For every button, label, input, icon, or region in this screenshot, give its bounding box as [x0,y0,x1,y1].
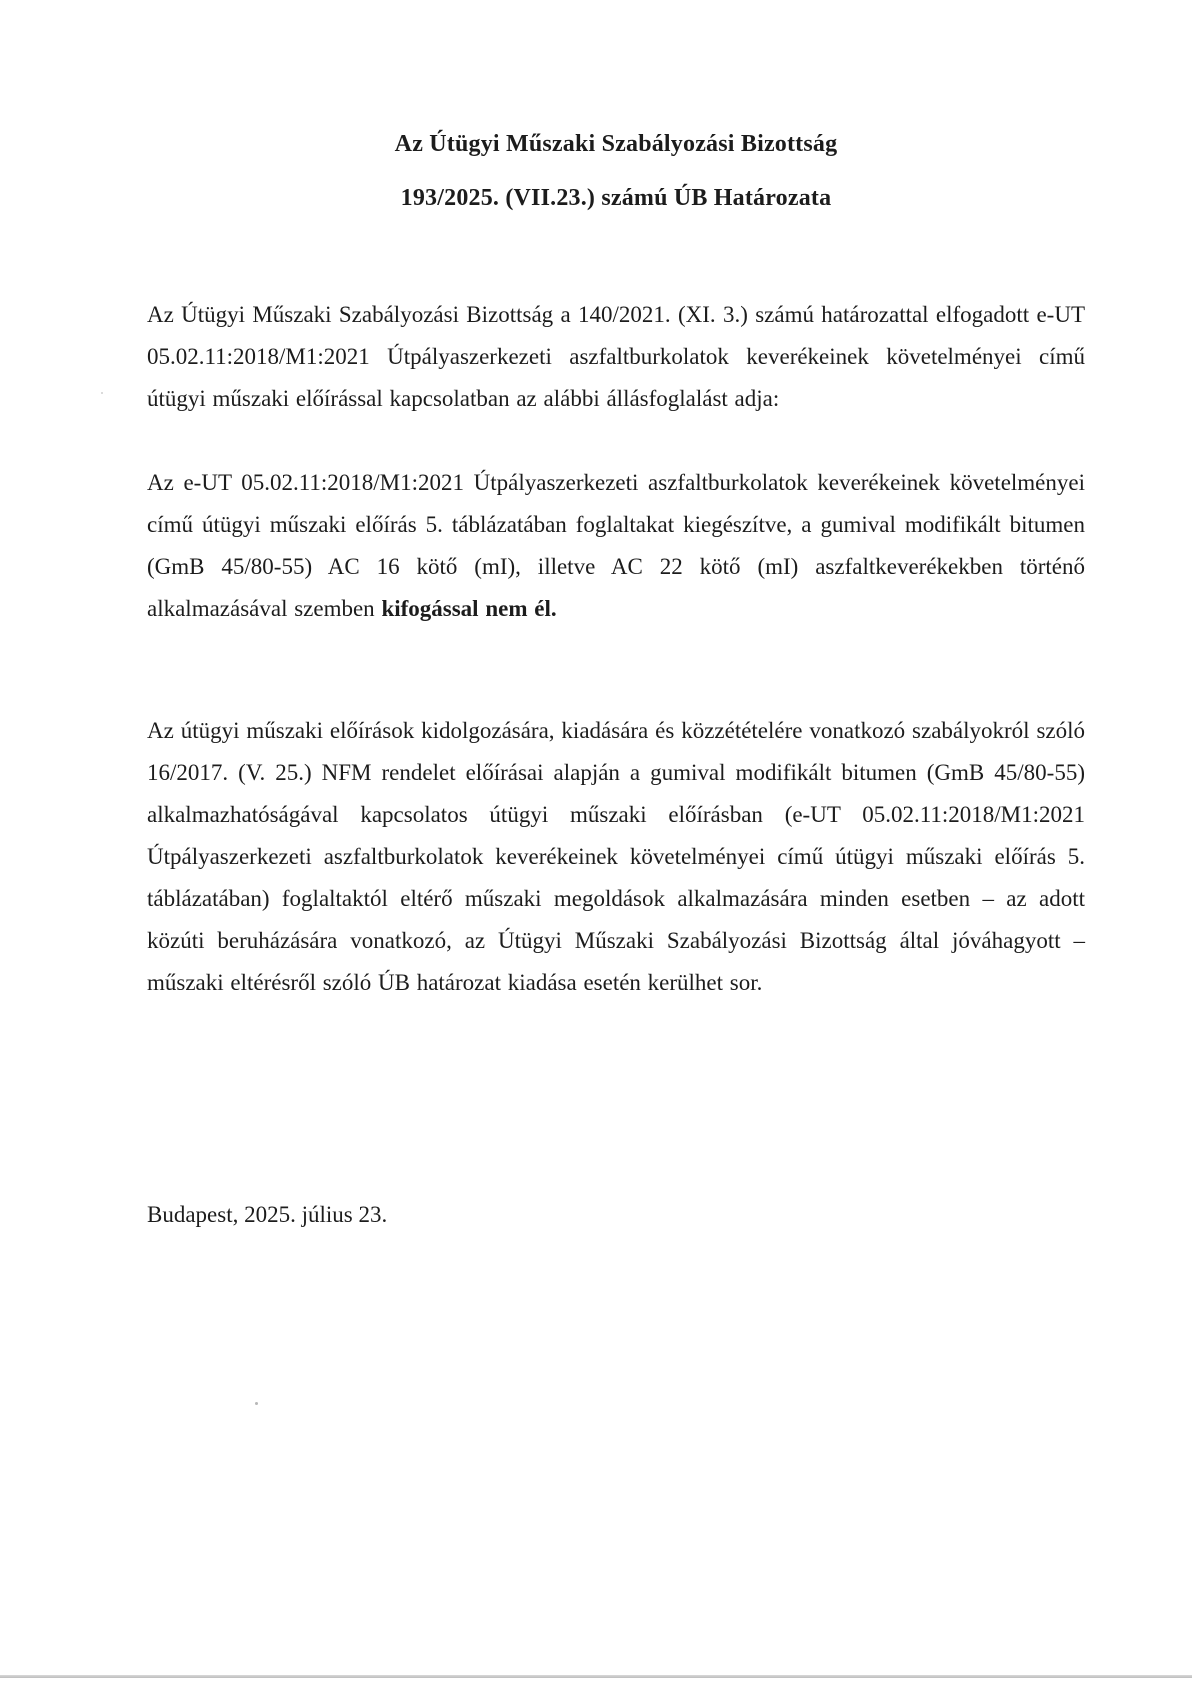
paragraph-legal-basis: Az útügyi műszaki előírások kidolgozására, kiadására és közzétételére vonatkozó szabályokról szóló 16/2017. (V. 25.) NFM rendelet előírásai alapján a gumival modifikált bitumen (GmB 45/80-55) alkalmazhatóságával kapcsolatos útügyi műszaki előírásban (e-UT 05.02.11:2018/M1:2021 Útpályaszerkezeti aszfaltburkolatok keverékeinek követelményei című útügyi műszaki előírás 5. táblázatában) foglaltaktól eltérő műszaki megoldások alkalmazására minden esetben – az adott közúti beruházására vonatkozó, az Útügyi Műszaki Szabályozási Bizottság által jóváhagyott – műszaki eltérésről szóló ÚB határozat kiadása esetén kerülhet sor. [147,718,1085,995]
paragraph-resolution-bold-conclusion: kifogással nem él. [381,596,557,621]
scan-edge-line [0,1675,1192,1678]
document-title-line1: Az Útügyi Műszaki Szabályozási Bizottság [394,131,838,157]
document-content [0,128,1192,1236]
document-title-line2: 193/2025. (VII.23.) számú ÚB Határozata [400,185,832,211]
paragraph-resolution-text: Az e-UT 05.02.11:2018/M1:2021 Útpályaszerkezeti aszfaltburkolatok keverékeinek követelményei című útügyi műszaki előírás 5. táblázatában foglaltakat kiegészítve, a gumival modifikált bitumen (GmB 45/80-55) AC 16 kötő (mI), illetve AC 22 kötő (mI) aszfaltkeverékekben történő alkalmazásával szemben [147,470,1085,621]
paragraph-introduction: Az Útügyi Műszaki Szabályozási Bizottság a 140/2021. (XI. 3.) számú határozattal elfogadott e-UT 05.02.11:2018/M1:2021 Útpályaszerkezeti aszfaltburkolatok keverékeinek követelményei című útügyi műszaki előírással kapcsolatban az alábbi állásfoglalást adja: [147,302,1085,411]
date-place-line: Budapest, 2025. július 23. [147,1202,388,1227]
paragraph-resolution [147,462,1085,630]
scan-artifact-speck [101,392,103,394]
scan-artifact-speck [255,1402,258,1405]
